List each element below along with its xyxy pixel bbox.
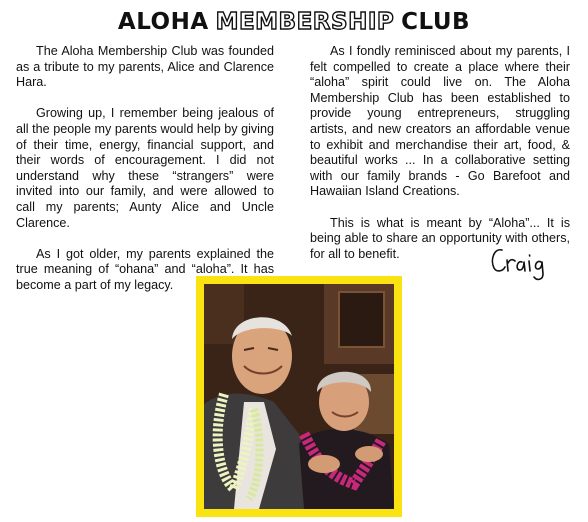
paragraph-meaning: This is what is meant by “Aloha”... It is being able to share an opportunity with others, for all to benefit. bbox=[310, 215, 570, 261]
photo-frame bbox=[196, 276, 402, 517]
page-title bbox=[0, 8, 588, 35]
paragraph-founding: The Aloha Membership Club was founded as a tribute to my parents, Alice and Clarence Hara. bbox=[16, 44, 274, 90]
title-membership: MEMBERSHIP bbox=[215, 9, 395, 35]
paragraph-ohana: As I got older, my parents explained the true meaning of “ohana” and “aloha”. It has become a part of my legacy. bbox=[16, 246, 274, 292]
paragraph-growing-up: Growing up, I remember being jealous of all the people my parents would help by giving of their time, energy, financial support, and their words of encouragement. I did not understand why these “strangers” were invited into our family, and were allowed to call my parents; Aunty Alice and Uncle Clarence. bbox=[16, 106, 274, 230]
title-club: CLUB bbox=[401, 9, 471, 35]
photo-couple-illustration bbox=[204, 284, 394, 509]
photo-parents bbox=[204, 284, 394, 509]
signature bbox=[488, 238, 558, 282]
left-column bbox=[16, 44, 274, 309]
signature-craig-graphic bbox=[488, 238, 558, 282]
title-aloha: ALOHA bbox=[117, 9, 209, 35]
paragraph-reminisced: As I fondly reminisced about my parents, I felt compelled to create a place where their “aloha” spirit could live on. The Aloha Membership Club has been established to provide young entrepreneurs, struggling artists, and new creators an affordable venue to exhibit and merchandise their art, food, & beautiful works ... In a collaborative setting with our family brands - Go Barefoot and Hawaiian Island Creations. bbox=[310, 44, 570, 199]
